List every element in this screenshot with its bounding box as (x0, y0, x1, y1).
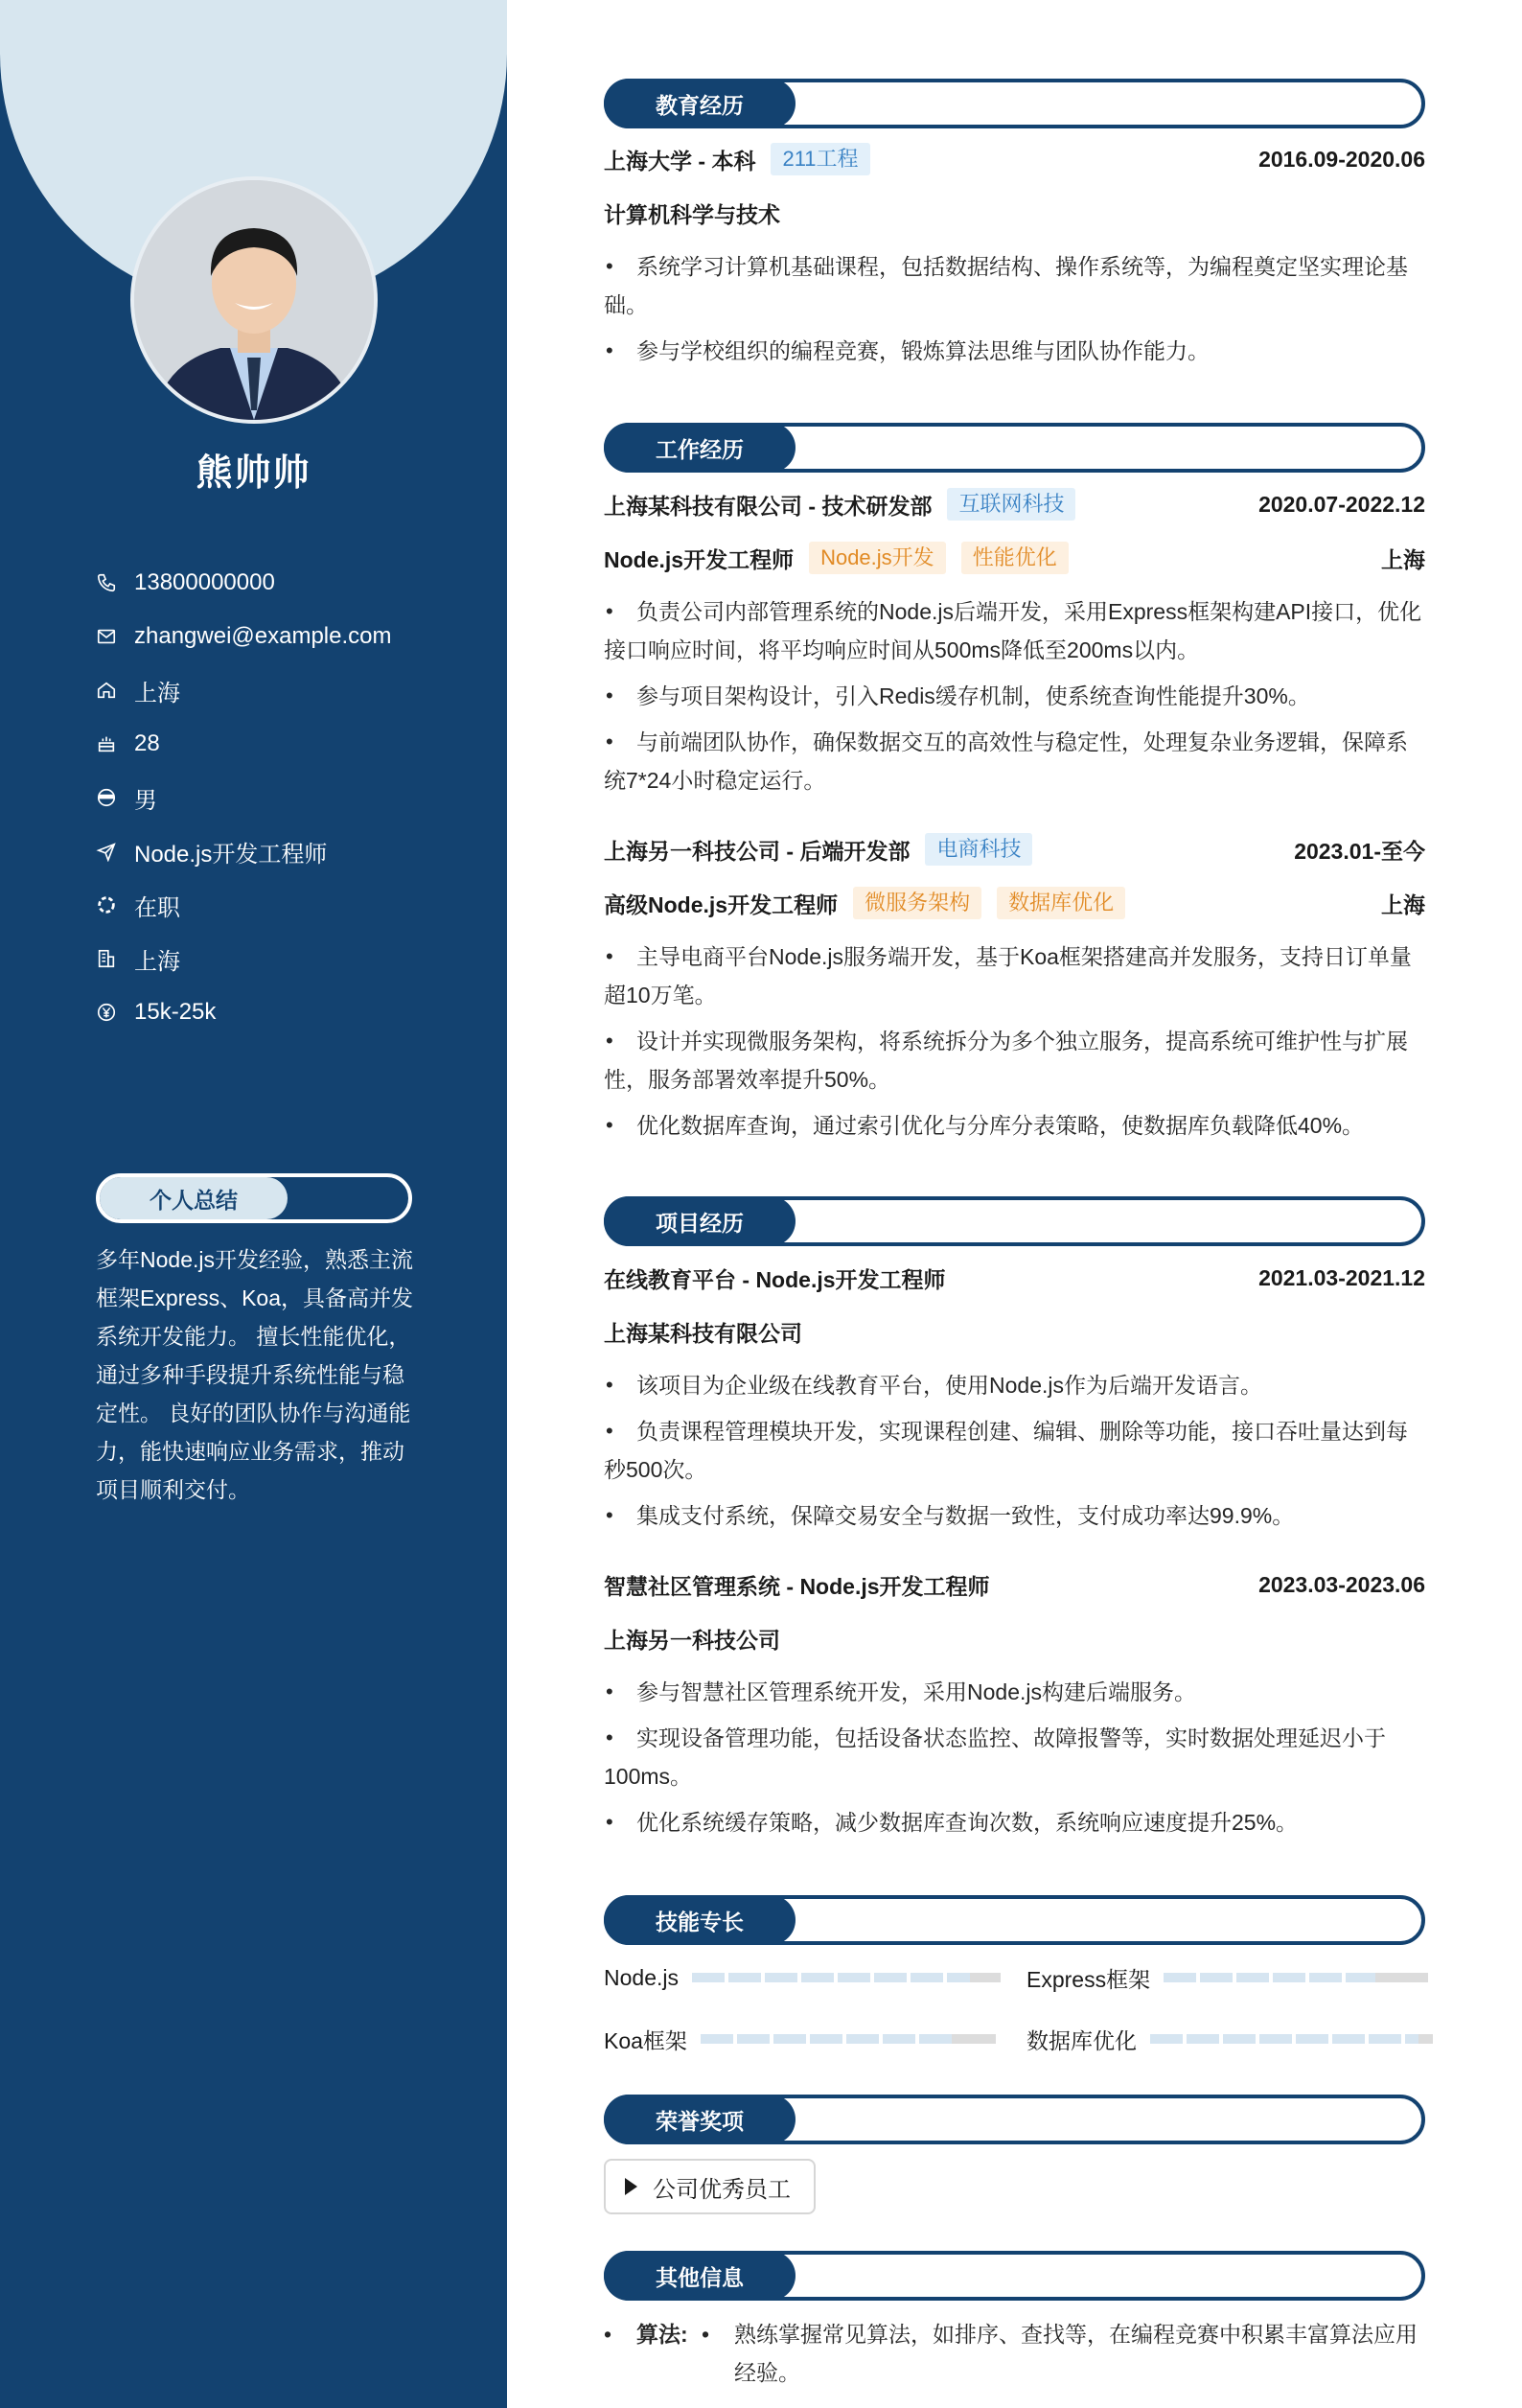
section-work (604, 423, 1425, 473)
list-item: • 设计并实现微服务架构，将系统拆分为多个独立服务，提高系统可维护性与扩展性，服务部署效率提升50%。 (604, 1022, 1425, 1099)
section-awards (604, 2095, 1425, 2144)
contact-city: 上海 (96, 932, 479, 985)
skill-item (1026, 2022, 1433, 2056)
work-header (604, 832, 1425, 867)
industry-tag: 互联网科技 (947, 488, 1075, 521)
major: 计算机科学与技术 (604, 201, 780, 227)
skill-bar (692, 1973, 1001, 1982)
skill-bar-fill (1164, 1973, 1375, 1982)
contact-email: zhangwei@example.com (96, 610, 479, 663)
education-header (604, 142, 1425, 176)
contact-salary: 15k-25k (96, 985, 479, 1039)
skill-bar-fill (701, 2034, 952, 2044)
project-company-row (604, 1314, 1425, 1349)
summary-title-label: 个人总结 (100, 1177, 288, 1219)
list-item: • 参与智慧社区管理系统开发，采用Node.js构建后端服务。 (604, 1673, 1425, 1711)
school-tag: 211工程 (771, 143, 869, 175)
personal-summary: 多年Node.js开发经验，熟悉主流框架Express、Koa，具备高并发系统开发能力。 擅长性能优化，通过多种手段提升系统性能与稳定性。 良好的团队协作与沟通能力，能快速响应业务需求，推动项目顺利交付。 (96, 1247, 414, 1502)
skill-bar (701, 2034, 996, 2044)
skill-tag: 微服务架构 (853, 887, 981, 919)
contact-position: Node.js开发工程师 (96, 824, 479, 878)
work-city: 上海 (1381, 546, 1425, 572)
project-company-row (604, 1621, 1425, 1656)
avatar (130, 176, 378, 424)
home-icon (96, 680, 117, 701)
skill-name: Express框架 (1026, 1966, 1151, 1992)
company-name: 上海另一科技公司 - 后端开发部 (604, 838, 911, 864)
project-title: 在线教育平台 - Node.js开发工程师 (604, 1266, 946, 1292)
skill-item (1026, 1960, 1428, 1995)
skill-bar (1150, 2034, 1433, 2044)
other-text: 熟练掌握常见算法，如排序、查找等，在编程竞赛中积累丰富算法应用经验。 (734, 2322, 1418, 2385)
work-role-row (604, 541, 1425, 575)
list-item: • 该项目为企业级在线教育平台，使用Node.js作为后端开发语言。 (604, 1366, 1425, 1404)
bullet-icon: • (702, 2322, 710, 2347)
triangle-icon (625, 2178, 637, 2195)
skill-item (604, 1960, 1001, 1995)
sidebar (0, 0, 507, 2408)
skill-tag: Node.js开发 (809, 542, 946, 574)
list-item: • 集成支付系统，保障交易安全与数据一致性，支付成功率达99.9%。 (604, 1496, 1425, 1535)
project-header (604, 1567, 1425, 1602)
contact-status: 在职 (96, 878, 479, 932)
contact-phone: 13800000000 (96, 556, 479, 610)
work-role-row (604, 886, 1425, 920)
other-key: 算法: (636, 2322, 688, 2347)
section-projects (604, 1196, 1425, 1246)
work-bullets (604, 592, 1425, 807)
summary-section-title (96, 1173, 412, 1223)
industry-tag: 电商科技 (925, 833, 1032, 866)
section-title: 其他信息 (604, 2251, 796, 2301)
contact-list (96, 556, 479, 1039)
section-title: 技能专长 (604, 1895, 796, 1945)
list-item: • 主导电商平台Node.js服务端开发，基于Koa框架搭建高并发服务，支持日订单量超10万笔。 (604, 938, 1425, 1014)
other-info (604, 2315, 1425, 2392)
project-bullets (604, 1673, 1425, 1849)
project-company: 上海某科技有限公司 (604, 1320, 802, 1346)
list-item: • 参与项目架构设计，引入Redis缓存机制，使系统查询性能提升30%。 (604, 677, 1425, 715)
section-title: 教育经历 (604, 79, 796, 128)
cake-icon (96, 733, 117, 754)
list-item: • 系统学习计算机基础课程，包括数据结构、操作系统等，为编程奠定坚实理论基础。 (604, 247, 1425, 324)
mail-icon (96, 626, 117, 647)
section-education (604, 79, 1425, 128)
list-item: • 负责课程管理模块开发，实现课程创建、编辑、删除等功能，接口吞吐量达到每秒500次。 (604, 1412, 1425, 1489)
project-date: 2023.03-2023.06 (1258, 1571, 1425, 1597)
bullet-icon: • (604, 2322, 612, 2347)
work-header (604, 487, 1425, 521)
section-title: 荣誉奖项 (604, 2095, 796, 2144)
job-role: 高级Node.js开发工程师 (604, 891, 839, 917)
candidate-name: 熊帅帅 (196, 453, 311, 494)
contact-gender: 男 (96, 771, 479, 824)
skill-tag: 数据库优化 (997, 887, 1125, 919)
skill-name: Node.js (604, 1964, 679, 1990)
work-date: 2020.07-2022.12 (1258, 491, 1425, 517)
list-item: • 优化数据库查询，通过索引优化与分库分表策略，使数据库负载降低40%。 (604, 1106, 1425, 1145)
skill-bar (1164, 1973, 1428, 1982)
list-item: • 参与学校组织的编程竞赛，锻炼算法思维与团队协作能力。 (604, 332, 1425, 370)
work-date: 2023.01-至今 (1294, 838, 1425, 864)
list-item: • 与前端团队协作，确保数据交互的高效性与稳定性，处理复杂业务逻辑，保障系统7*24小时稳定运行。 (604, 723, 1425, 799)
phone-icon (96, 572, 117, 593)
project-header (604, 1261, 1425, 1295)
section-other (604, 2251, 1425, 2301)
skill-bar-fill (1150, 2034, 1418, 2044)
list-item: • 优化系统缓存策略，减少数据库查询次数，系统响应速度提升25%。 (604, 1803, 1425, 1841)
building-icon (96, 948, 117, 969)
work-city: 上海 (1381, 891, 1425, 917)
section-title: 项目经历 (604, 1196, 796, 1246)
section-skills (604, 1895, 1425, 1945)
school-name: 上海大学 - 本科 (604, 148, 756, 174)
skill-bar-fill (692, 1973, 970, 1982)
yuan-icon (96, 1002, 117, 1023)
work-bullets (604, 938, 1425, 1152)
award-label: 公司优秀员工 (653, 2176, 791, 2203)
skill-name: 数据库优化 (1026, 2027, 1137, 2053)
education-bullets (604, 247, 1425, 378)
project-bullets (604, 1366, 1425, 1542)
project-company: 上海另一科技公司 (604, 1627, 780, 1653)
gender-icon (96, 787, 117, 808)
section-title: 工作经历 (604, 423, 796, 473)
project-title: 智慧社区管理系统 - Node.js开发工程师 (604, 1573, 990, 1599)
job-role: Node.js开发工程师 (604, 546, 795, 572)
education-date: 2016.09-2020.06 (1258, 146, 1425, 172)
project-date: 2021.03-2021.12 (1258, 1264, 1425, 1290)
contact-address: 上海 (96, 663, 479, 717)
list-item: • 实现设备管理功能，包括设备状态监控、故障报警等，实时数据处理延迟小于100ms。 (604, 1719, 1425, 1795)
contact-age: 28 (96, 717, 479, 771)
education-major-row (604, 196, 1425, 230)
list-item: • 负责公司内部管理系统的Node.js后端开发，采用Express框架构建API接口，优化接口响应时间，将平均响应时间从500ms降低至200ms以内。 (604, 592, 1425, 669)
award-item (604, 2159, 816, 2214)
send-icon (96, 841, 117, 862)
skill-tag: 性能优化 (961, 542, 1069, 574)
skill-name: Koa框架 (604, 2027, 687, 2053)
status-icon (96, 894, 117, 915)
company-name: 上海某科技有限公司 - 技术研发部 (604, 493, 933, 519)
skill-item (604, 2022, 996, 2056)
